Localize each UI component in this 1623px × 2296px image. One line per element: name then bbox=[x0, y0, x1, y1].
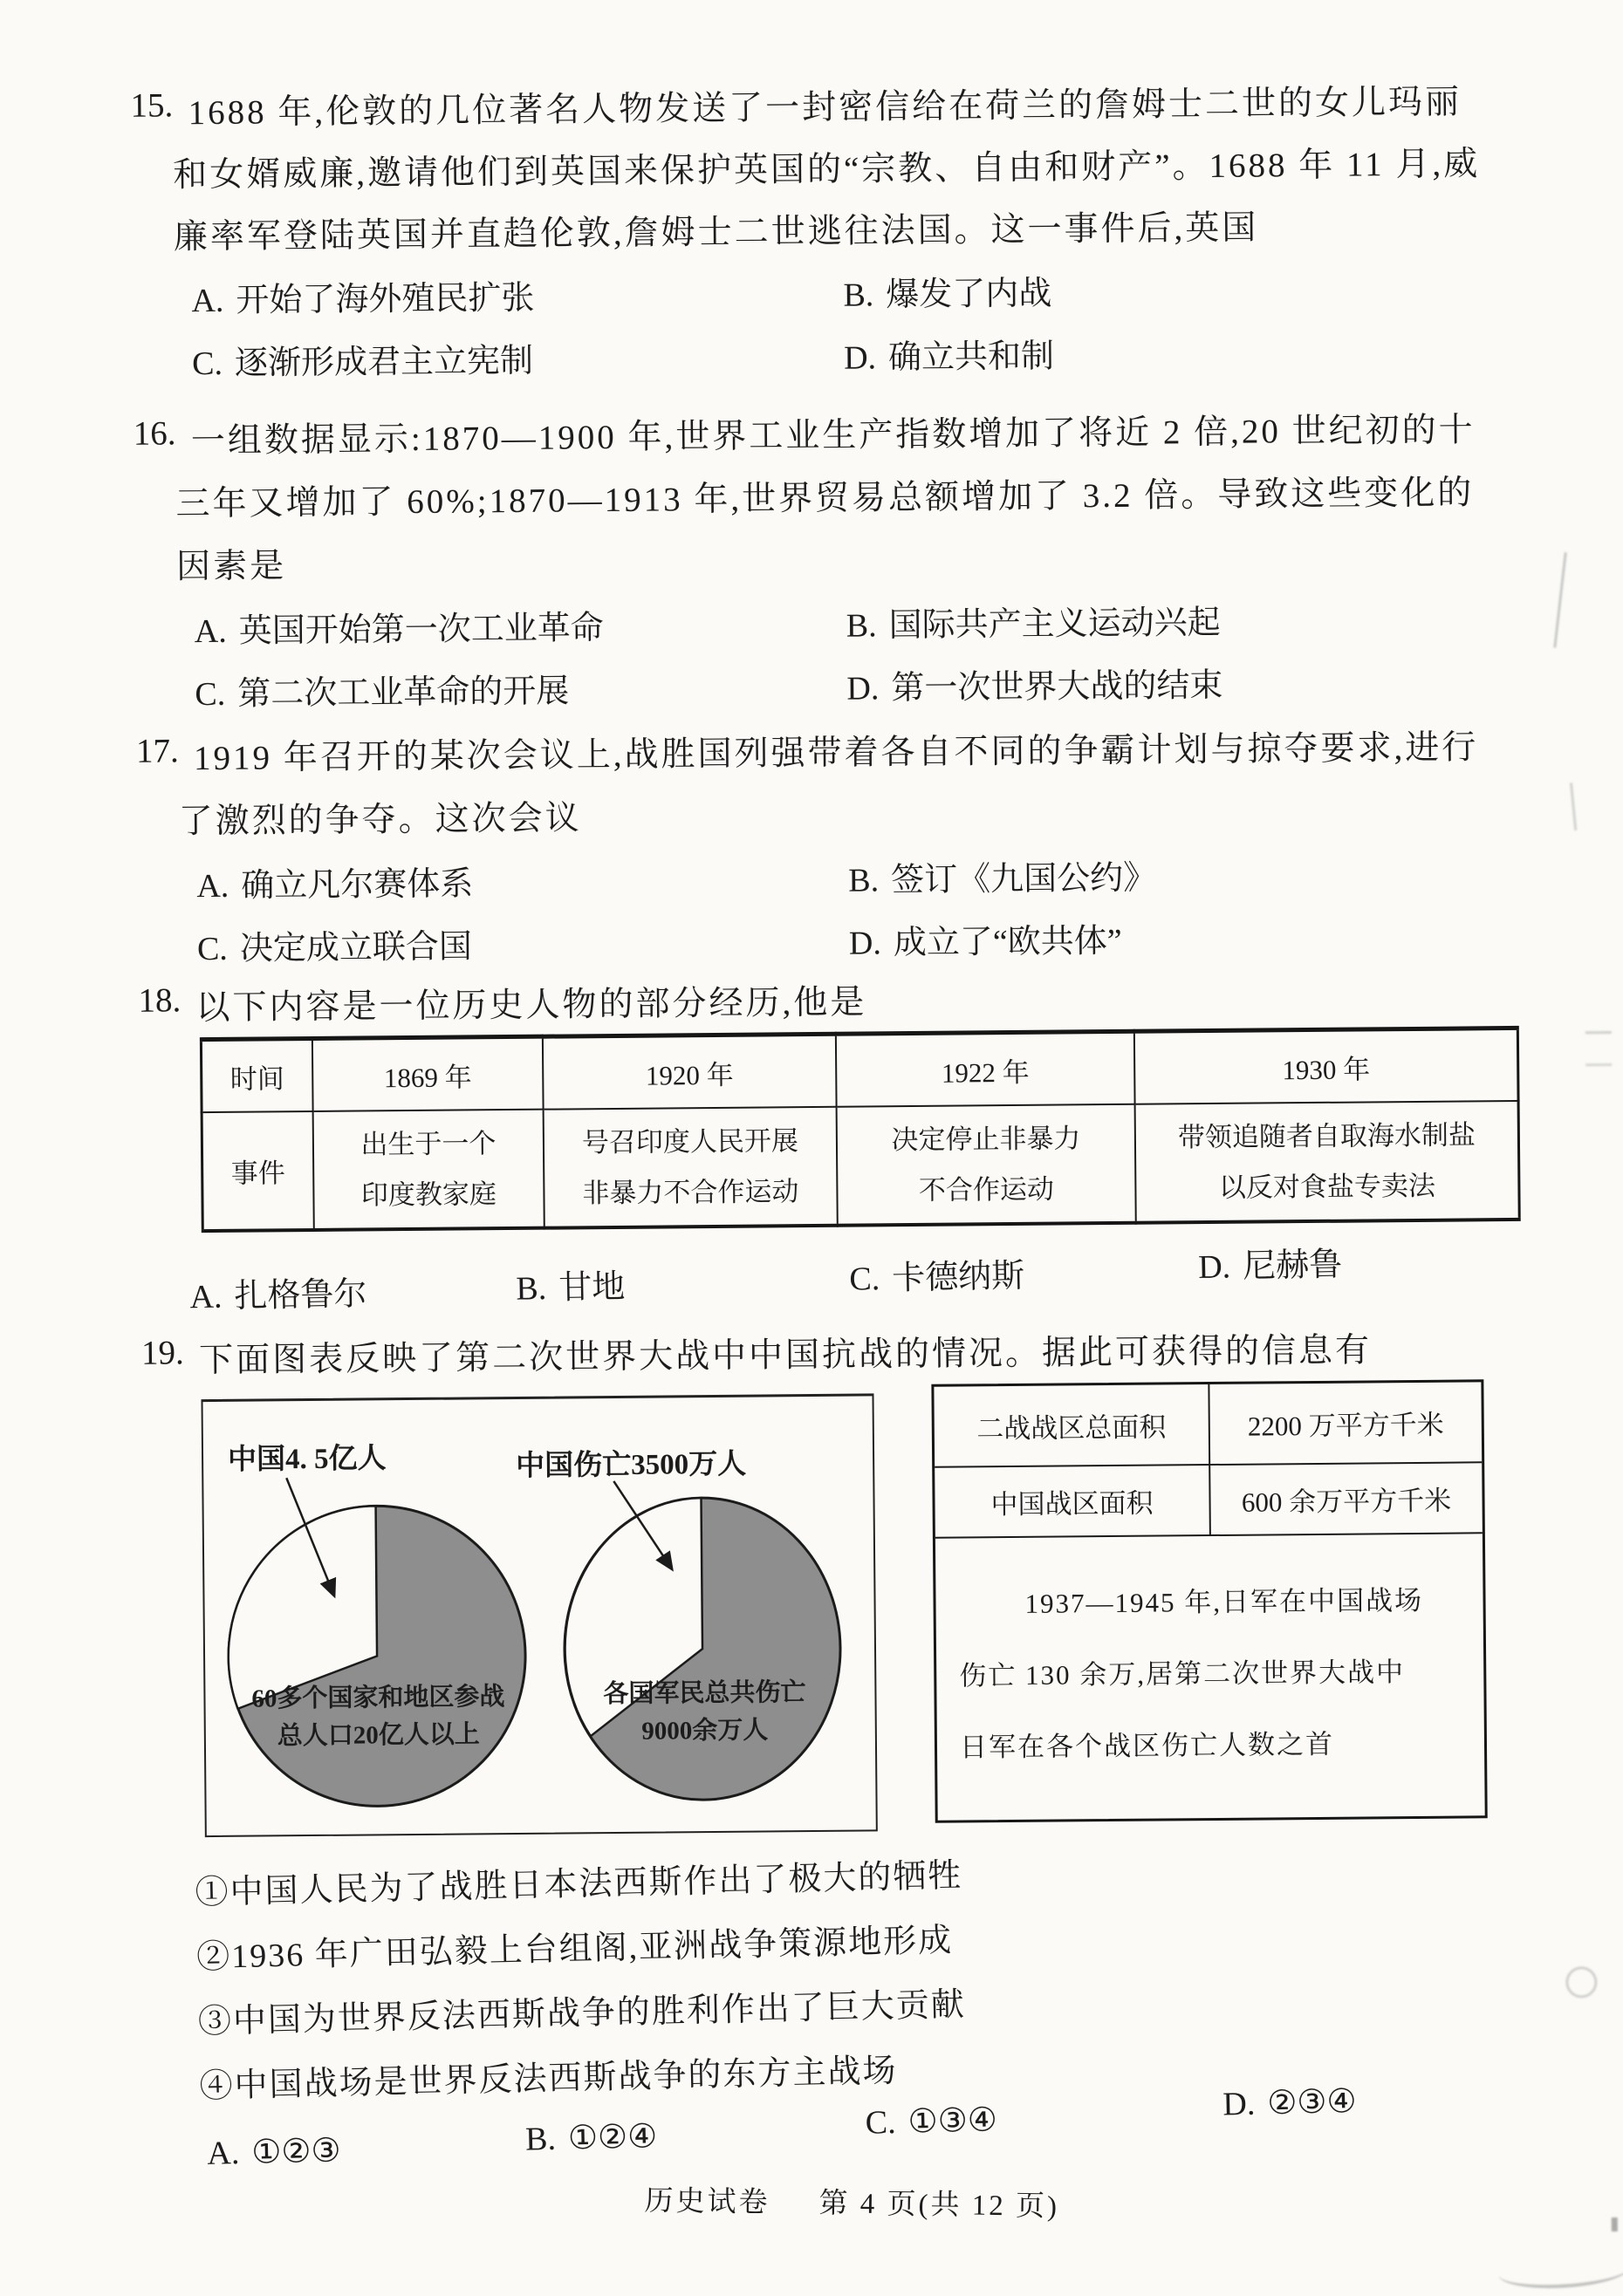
biography-table-header-1922: 1922 年 bbox=[836, 1031, 1135, 1106]
cell-1869-line-2: 印度教家庭 bbox=[360, 1178, 497, 1211]
q19-option-a bbox=[207, 2130, 341, 2172]
cell-1869-line-1: 出生于一个 bbox=[360, 1127, 496, 1160]
q15-option-b bbox=[843, 266, 1051, 316]
q15-option-b-label: B. bbox=[843, 277, 874, 314]
q15-line-2: 和女婿威廉,邀请他们到英国来保护英国的“宗教、自由和财产”。1688 年 11 月,威 bbox=[173, 145, 1481, 195]
q18-option-d-text: 尼赫鲁 bbox=[1242, 1246, 1343, 1286]
war-note-line-1: 1937—1945 年,日军在中国战场 bbox=[1024, 1584, 1424, 1619]
biography-table-cell-1922 bbox=[837, 1104, 1136, 1226]
q18-option-a-text: 扎格鲁尔 bbox=[234, 1275, 367, 1315]
biography-table-cell-1869 bbox=[313, 1110, 544, 1230]
q17-option-b-text: 签订《九国公约》 bbox=[891, 859, 1157, 899]
q16-option-d bbox=[846, 658, 1222, 709]
q19-option-a-label: A. bbox=[206, 2135, 240, 2172]
q19-statement-1: ①中国人民为了战胜日本法西斯作出了极大的牺牲 bbox=[195, 1857, 963, 1912]
q16-option-d-label: D. bbox=[846, 670, 880, 707]
biography-table bbox=[200, 1026, 1521, 1233]
q17-line-1: 1919 年召开的某次会议上,战胜国列强带着各自不同的争霸计划与掠夺要求,进行 bbox=[193, 728, 1479, 778]
q16-option-b-text: 国际共产主义运动兴起 bbox=[888, 604, 1221, 645]
war-zone-panel bbox=[931, 1379, 1487, 1823]
q17-option-a bbox=[196, 856, 473, 906]
q19-option-c bbox=[865, 2100, 997, 2142]
war-note-line-3: 日军在各个战区伤亡人数之首 bbox=[959, 1728, 1335, 1763]
pie1-inner-line-2: 总人口20亿人以上 bbox=[277, 1720, 480, 1751]
q15-option-a-text: 开始了海外殖民扩张 bbox=[236, 279, 535, 319]
q19-option-d-text: ②③④ bbox=[1266, 2083, 1357, 2122]
q16-line-2: 三年又增加了 60%;1870—1913 年,世界贸易总额增加了 3.2 倍。导致这些变化的 bbox=[175, 474, 1475, 523]
q16-option-a-label: A. bbox=[194, 612, 227, 651]
cell-1920-line-2: 非暴力不合作运动 bbox=[582, 1175, 799, 1208]
q19-line-1: 下面图表反映了第二次世界大战中中国抗战的情况。据此可获得的信息有 bbox=[198, 1331, 1373, 1380]
q16-number: 16. bbox=[133, 414, 176, 453]
scan-artifact-6 bbox=[1612, 2217, 1618, 2231]
q19-statements-group bbox=[3, 1814, 1623, 2182]
war-zone-total-label: 二战战区总面积 bbox=[934, 1384, 1209, 1467]
scan-artifact-4 bbox=[1565, 1966, 1597, 1998]
war-zone-table bbox=[934, 1382, 1482, 1538]
q18-option-a bbox=[189, 1266, 367, 1317]
china-zone-label: 中国战区面积 bbox=[935, 1465, 1210, 1538]
q15-line-1: 1688 年,伦敦的几位著名人物发送了一封密信给在荷兰的詹姆士二世的女儿玛丽 bbox=[188, 83, 1462, 133]
q16-option-a bbox=[195, 600, 604, 652]
q17-number: 17. bbox=[135, 732, 179, 770]
cell-1922-line-1: 决定停止非暴力 bbox=[891, 1122, 1081, 1155]
q15-line-3: 廉率军登陆英国并直趋伦敦,詹姆士二世逃往法国。这一事件后,英国 bbox=[173, 208, 1259, 256]
q18-number: 18. bbox=[138, 981, 181, 1020]
scan-artifact-3 bbox=[1585, 1031, 1612, 1066]
q19-option-d bbox=[1222, 2081, 1357, 2123]
war-zone-total-value: 2200 万平方千米 bbox=[1209, 1382, 1482, 1465]
q15-option-d bbox=[844, 329, 1054, 379]
biography-table-header-1930: 1930 年 bbox=[1134, 1028, 1518, 1104]
q19-statement-4: ④中国战场是世界反法西斯战争的东方主战场 bbox=[199, 2052, 898, 2106]
q19-option-c-label: C. bbox=[865, 2104, 897, 2142]
q15-number: 15. bbox=[130, 86, 174, 125]
q17-option-d-text: 成立了“欧共体” bbox=[893, 922, 1122, 962]
q19-option-b-label: B. bbox=[524, 2120, 557, 2158]
q16-option-d-text: 第一次世界大战的结束 bbox=[891, 666, 1223, 707]
q17-option-b bbox=[848, 851, 1156, 901]
q15-option-c bbox=[192, 333, 533, 384]
footer-page-number: 第 4 页(共 12 页) bbox=[818, 2188, 1060, 2223]
pie2-callout-label: 中国伤亡3500万人 bbox=[516, 1448, 747, 1482]
q18-option-d-label: D. bbox=[1197, 1248, 1231, 1286]
q16-option-b bbox=[846, 595, 1221, 646]
biography-table-header-time: 时间 bbox=[201, 1038, 312, 1112]
pie-china-population bbox=[227, 1505, 526, 1807]
q18-option-b bbox=[516, 1259, 626, 1309]
cell-1922-line-2: 不合作运动 bbox=[918, 1173, 1055, 1206]
q19-option-a-text: ①②③ bbox=[250, 2132, 341, 2171]
q15-option-c-text: 逐渐形成君主立宪制 bbox=[234, 342, 534, 382]
biography-table-cell-1930 bbox=[1135, 1101, 1520, 1223]
q16-option-c bbox=[195, 663, 569, 714]
pie2-inner-line-1: 各国军民总共伤亡 bbox=[603, 1678, 806, 1709]
q17-line-2: 了激烈的争夺。这次会议 bbox=[178, 799, 582, 841]
q16-option-c-text: 第二次工业革命的开展 bbox=[237, 673, 570, 713]
cell-1930-line-2: 以反对食盐专卖法 bbox=[1218, 1170, 1436, 1203]
q18-option-c-text: 卡德纳斯 bbox=[891, 1257, 1025, 1297]
pie2-inner-line-2: 9000余万人 bbox=[641, 1716, 769, 1746]
biography-table-row-label: 事件 bbox=[202, 1111, 314, 1231]
q15-option-d-text: 确立共和制 bbox=[887, 338, 1055, 377]
q18-option-a-label: A. bbox=[189, 1278, 223, 1316]
war-note-line-2: 伤亡 130 余万,居第二次世界大战中 bbox=[959, 1657, 1406, 1691]
scan-artifact-1 bbox=[1548, 551, 1566, 647]
pie1-inner-line-1: 60多个国家和地区参战 bbox=[251, 1683, 505, 1713]
q17-option-c bbox=[197, 919, 472, 969]
q17-option-a-text: 确立凡尔赛体系 bbox=[241, 865, 474, 905]
q16-option-b-label: B. bbox=[846, 607, 877, 645]
q18-option-b-text: 甘地 bbox=[558, 1268, 626, 1307]
biography-table-header-1869: 1869 年 bbox=[312, 1036, 544, 1111]
pie-china-casualties bbox=[564, 1497, 842, 1801]
pie1-inner-label bbox=[238, 1678, 518, 1756]
page-footer bbox=[644, 2177, 1059, 2224]
q15-option-b-text: 爆发了内战 bbox=[886, 275, 1052, 314]
q15-option-c-label: C. bbox=[191, 345, 223, 383]
q18-option-c-label: C. bbox=[848, 1261, 880, 1298]
biography-table-header-1920: 1920 年 bbox=[543, 1034, 837, 1109]
q15-option-a bbox=[191, 270, 534, 321]
q17-option-c-text: 决定成立联合国 bbox=[239, 928, 473, 967]
q19-option-b-text: ①②④ bbox=[567, 2118, 658, 2157]
q17-option-c-label: C. bbox=[196, 930, 229, 968]
q15-option-d-label: D. bbox=[843, 339, 877, 377]
q16-option-c-label: C. bbox=[195, 675, 226, 714]
pie-charts-panel bbox=[201, 1393, 877, 1837]
scan-artifact-2 bbox=[1565, 782, 1577, 831]
q17-option-d-label: D. bbox=[848, 925, 882, 962]
china-zone-value: 600 余万平方千米 bbox=[1209, 1462, 1483, 1535]
q19-option-c-text: ①③④ bbox=[907, 2101, 998, 2141]
q17-option-a-label: A. bbox=[196, 867, 229, 905]
scan-artifact-5 bbox=[1497, 2251, 1623, 2292]
q16-line-1: 一组数据显示:1870—1900 年,世界工业生产指数增加了将近 2 倍,20 世纪初的十 bbox=[190, 411, 1476, 461]
q19-statement-2: ②1936 年广田弘毅上台组阁,亚洲战争策源地形成 bbox=[195, 1922, 954, 1977]
q15-option-a-label: A. bbox=[191, 282, 224, 320]
q16-line-3: 因素是 bbox=[175, 547, 287, 586]
q17-option-d bbox=[849, 913, 1122, 964]
q19-option-b bbox=[525, 2116, 658, 2158]
q18-line-1: 以下内容是一位历史人物的部分经历,他是 bbox=[195, 983, 867, 1028]
pie1-callout-label: 中国4. 5亿人 bbox=[227, 1443, 387, 1476]
q16-option-a-text: 英国开始第一次工业革命 bbox=[238, 610, 604, 650]
q18-option-d bbox=[1198, 1237, 1343, 1288]
q19-statement-3: ③中国为世界反法西斯战争的胜利作出了巨大贡献 bbox=[197, 1986, 967, 2041]
biography-table-cell-1920 bbox=[544, 1107, 838, 1228]
q17-option-b-label: B. bbox=[848, 862, 880, 899]
cell-1920-line-1: 号召印度人民开展 bbox=[581, 1124, 799, 1158]
q18-option-c bbox=[849, 1248, 1025, 1300]
q19-number: 19. bbox=[140, 1334, 184, 1372]
footer-exam-title: 历史试卷 bbox=[644, 2185, 770, 2219]
cell-1930-line-1: 带领追随者自取海水制盐 bbox=[1177, 1118, 1476, 1152]
pie2-inner-label bbox=[579, 1674, 831, 1752]
q19-option-d-label: D. bbox=[1222, 2085, 1256, 2123]
q18-option-b-label: B. bbox=[516, 1269, 547, 1308]
